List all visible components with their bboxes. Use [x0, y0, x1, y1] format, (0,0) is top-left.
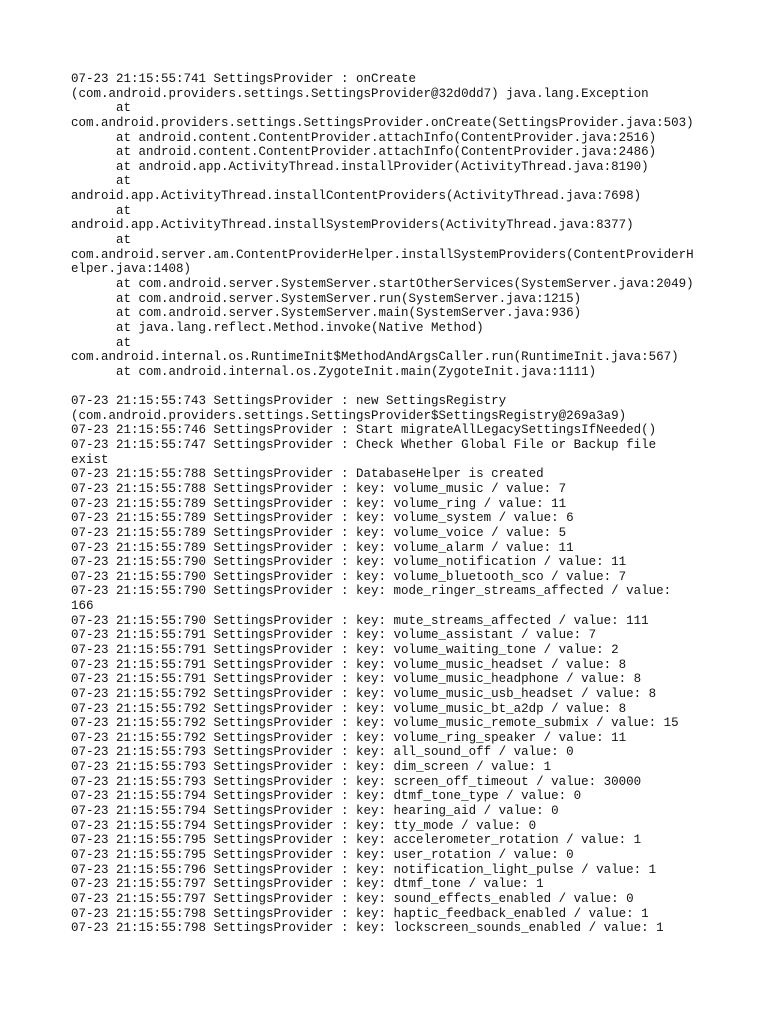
- log-line: 07-23 21:15:55:790 SettingsProvider : key: volume_notification / value: 11: [71, 555, 627, 570]
- log-text: [71, 72, 711, 936]
- log-line: elper.java:1408): [71, 262, 192, 277]
- log-line: 07-23 21:15:55:798 SettingsProvider : key: lockscreen_sounds_enabled / value: 1: [71, 921, 664, 936]
- log-line: 07-23 21:15:55:791 SettingsProvider : key: volume_waiting_tone / value: 2: [71, 642, 619, 657]
- log-line: com.android.internal.os.RuntimeInit$MethodAndArgsCaller.run(RuntimeInit.java:567): [71, 350, 679, 365]
- log-line: 07-23 21:15:55:798 SettingsProvider : key: haptic_feedback_enabled / value: 1: [71, 906, 649, 921]
- log-line: com.android.providers.settings.SettingsProvider.onCreate(SettingsProvider.java:503): [71, 115, 694, 130]
- log-line: 07-23 21:15:55:792 SettingsProvider : key: volume_music_usb_headset / value: 8: [71, 686, 657, 701]
- log-line: at com.android.server.SystemServer.main(SystemServer.java:936): [71, 306, 582, 321]
- log-line: 07-23 21:15:55:792 SettingsProvider : key: volume_music_bt_a2dp / value: 8: [71, 701, 627, 716]
- log-line: 07-23 21:15:55:795 SettingsProvider : key: user_rotation / value: 0: [71, 847, 574, 862]
- log-line: 07-23 21:15:55:797 SettingsProvider : key: sound_effects_enabled / value: 0: [71, 891, 634, 906]
- log-line: at android.content.ContentProvider.attachInfo(ContentProvider.java:2486): [71, 145, 657, 160]
- log-line: 07-23 21:15:55:747 SettingsProvider : Check Whether Global File or Backup file: [71, 438, 657, 453]
- log-line: at: [71, 203, 132, 218]
- log-line: com.android.server.am.ContentProviderHelper.installSystemProviders(ContentProviderH: [71, 247, 694, 262]
- log-line: 07-23 21:15:55:789 SettingsProvider : key: volume_voice / value: 5: [71, 525, 567, 540]
- log-line: 07-23 21:15:55:791 SettingsProvider : key: volume_assistant / value: 7: [71, 628, 597, 643]
- log-line: exist: [71, 452, 109, 467]
- block-separator: [71, 379, 711, 394]
- log-line: at java.lang.reflect.Method.invoke(Native Method): [71, 320, 484, 335]
- log-line: 07-23 21:15:55:791 SettingsProvider : key: volume_music_headset / value: 8: [71, 657, 627, 672]
- log-line: 07-23 21:15:55:790 SettingsProvider : key: mute_streams_affected / value: 111: [71, 613, 649, 628]
- log-line: 07-23 21:15:55:790 SettingsProvider : key: volume_bluetooth_sco / value: 7: [71, 569, 627, 584]
- log-line: at com.android.server.SystemServer.run(SystemServer.java:1215): [71, 291, 582, 306]
- log-line: at: [71, 101, 132, 116]
- log-line: at: [71, 174, 132, 189]
- log-line: 07-23 21:15:55:793 SettingsProvider : key: screen_off_timeout / value: 30000: [71, 774, 642, 789]
- log-line: 07-23 21:15:55:788 SettingsProvider : DatabaseHelper is created: [71, 467, 544, 482]
- log-line: at android.app.ActivityThread.installProvider(ActivityThread.java:8190): [71, 159, 649, 174]
- log-line: 07-23 21:15:55:792 SettingsProvider : key: volume_music_remote_submix / value: 15: [71, 716, 679, 731]
- log-line: 07-23 21:15:55:788 SettingsProvider : key: volume_music / value: 7: [71, 481, 567, 496]
- log-line: 07-23 21:15:55:743 SettingsProvider : new SettingsRegistry: [71, 394, 507, 409]
- log-block: [71, 72, 711, 379]
- log-line: 07-23 21:15:55:790 SettingsProvider : key: mode_ringer_streams_affected / value:: [71, 584, 672, 599]
- log-line: 07-23 21:15:55:741 SettingsProvider : onCreate: [71, 72, 417, 86]
- log-line: 07-23 21:15:55:791 SettingsProvider : key: volume_music_headphone / value: 8: [71, 672, 642, 687]
- log-line: at android.content.ContentProvider.attachInfo(ContentProvider.java:2516): [71, 130, 657, 145]
- log-line: android.app.ActivityThread.installSystemProviders(ActivityThread.java:8377): [71, 218, 634, 233]
- log-line: 07-23 21:15:55:789 SettingsProvider : key: volume_alarm / value: 11: [71, 540, 574, 555]
- log-block: [71, 394, 711, 936]
- log-line: 166: [71, 599, 94, 614]
- log-line: 07-23 21:15:55:794 SettingsProvider : key: tty_mode / value: 0: [71, 818, 537, 833]
- log-line: (com.android.providers.settings.SettingsProvider@32d0dd7) java.lang.Exception: [71, 86, 649, 101]
- log-line: 07-23 21:15:55:789 SettingsProvider : key: volume_ring / value: 11: [71, 496, 567, 511]
- log-line: 07-23 21:15:55:796 SettingsProvider : key: notification_light_pulse / value: 1: [71, 862, 657, 877]
- log-line: 07-23 21:15:55:792 SettingsProvider : key: volume_ring_speaker / value: 11: [71, 730, 627, 745]
- log-line: 07-23 21:15:55:795 SettingsProvider : key: accelerometer_rotation / value: 1: [71, 833, 642, 848]
- log-line: 07-23 21:15:55:793 SettingsProvider : key: dim_screen / value: 1: [71, 760, 552, 775]
- log-line: at com.android.internal.os.ZygoteInit.main(ZygoteInit.java:1111): [71, 364, 597, 379]
- log-line: at: [71, 335, 132, 350]
- log-line: 07-23 21:15:55:789 SettingsProvider : key: volume_system / value: 6: [71, 511, 574, 526]
- log-line: 07-23 21:15:55:793 SettingsProvider : key: all_sound_off / value: 0: [71, 745, 574, 760]
- log-line: (com.android.providers.settings.SettingsProvider$SettingsRegistry@269a3a9): [71, 408, 627, 423]
- log-line: 07-23 21:15:55:797 SettingsProvider : key: dtmf_tone / value: 1: [71, 877, 544, 892]
- log-line: at: [71, 233, 132, 248]
- log-line: android.app.ActivityThread.installContentProviders(ActivityThread.java:7698): [71, 189, 642, 204]
- log-line: 07-23 21:15:55:746 SettingsProvider : Start migrateAllLegacySettingsIfNeeded(): [71, 423, 657, 438]
- log-line: 07-23 21:15:55:794 SettingsProvider : key: hearing_aid / value: 0: [71, 804, 559, 819]
- log-line: 07-23 21:15:55:794 SettingsProvider : key: dtmf_tone_type / value: 0: [71, 789, 582, 804]
- log-line: at com.android.server.SystemServer.startOtherServices(SystemServer.java:2049): [71, 276, 694, 291]
